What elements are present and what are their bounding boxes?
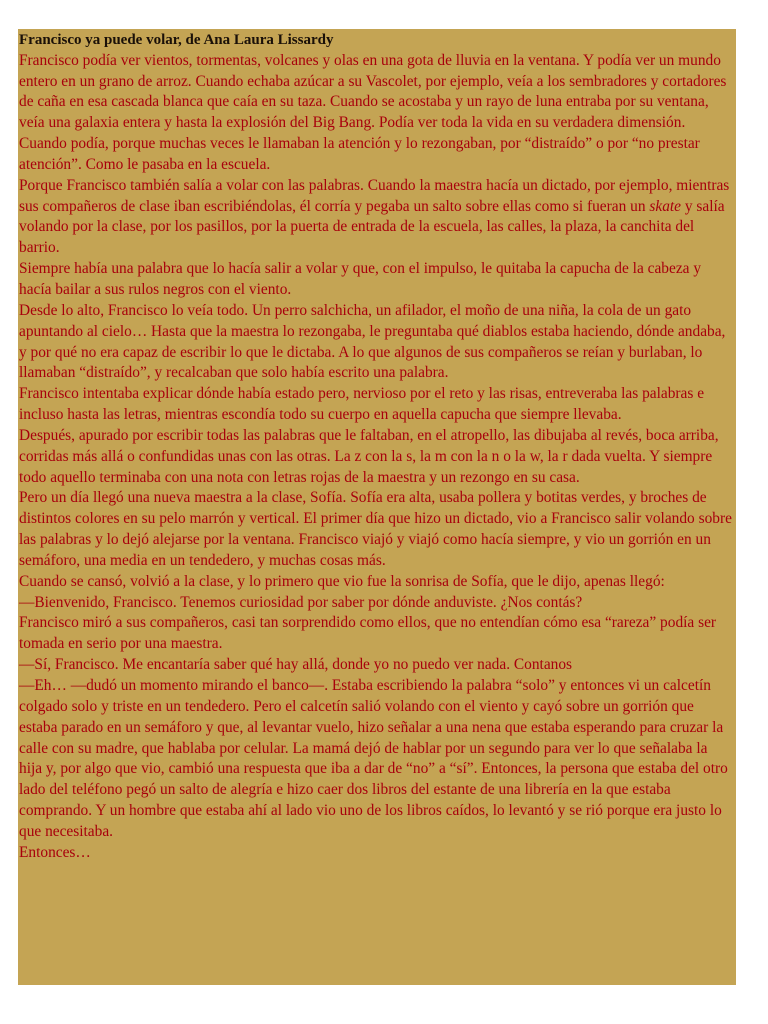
paragraph-9 [19,572,734,593]
paragraph-13 [19,676,734,843]
paragraph-8 [19,488,734,571]
paragraph-text: Francisco miró a sus compañeros, casi tan sorprendido como ellos, que no entendían cómo esa “rareza” podía ser tomada en serio por una maestra. [19,614,717,653]
paragraph-7 [19,426,734,489]
paragraph-text: Porque Francisco también salía a volar con las palabras. Cuando la maestra hacía un dictado, por ejemplo, mientras sus compañeros de clase iban escribiéndolas, él corría y pegaba un salto sobre ellas como si fueran un [19,176,730,215]
paragraph-text: Francisco podía ver vientos, tormentas, volcanes y olas en una gota de lluvia en la ventana. Y podía ver un mundo entero en un grano de arroz. Cuando echaba azúcar a su Vascolet, por ejemplo, veía a los sembradores y cortadores de caña en esa cascada blanca que caía en su taza. Cuando se acostaba y un rayo de luna entraba por su ventana, veía una galaxia entera y hasta la explosión del Big Bang. Podía ver toda la vida en su verdadera dimensión. [19,51,727,132]
paragraph-text: —Eh… —dudó un momento mirando el banco—. Estaba escribiendo la palabra “solo” y entonces vi un calcetín colgado solo y triste en un tendedero. Pero el calcetín salió volando con el viento y cayó sobre un gorrión que estaba parado en un semáforo y que, al levantar vuelo, hizo señalar a una nena que estaba esperando para cruzar la calle con su madre, que hablaba por celular. La mamá dejó de hablar por un segundo para ver lo que señalaba la hija y, por algo que vio, cambió una respuesta que iba a dar de “no” a “sí”. Entonces, la persona que estaba del otro lado del teléfono pegó un salto de alegría e hizo caer dos libros del estante de una librería en la que estaba comprando. Y un hombre que estaba ahí al lado vio uno de los libros caídos, lo levantó y se rió porque era justo lo que necesitaba. [19,677,728,840]
paragraph-10 [19,593,734,614]
document-page [18,29,736,985]
paragraph-11 [19,613,734,655]
paragraph-12 [19,655,734,676]
paragraph-text: Entonces… [19,843,91,861]
paragraph-text: Después, apurado por escribir todas las palabras que le faltaban, en el atropello, las dibujaba al revés, boca arriba, corridas más allá o confundidas unas con las otras. La z con la s, la m con la n o la w, la r dada vuelta. Y siempre todo aquello terminaba con una nota con letras rojas de la maestra y un rezongo en su casa. [19,426,719,486]
paragraph-text: Siempre había una palabra que lo hacía salir a volar y que, con el impulso, le quitaba la capucha de la cabeza y hacía bailar a sus rulos negros con el viento. [19,260,702,298]
document-title: Francisco ya puede volar, de Ana Laura Lissardy [19,32,334,48]
paragraph-text: Pero un día llegó una nueva maestra a la clase, Sofía. Sofía era alta, usaba pollera y botitas verdes, y broches de distintos colores en su pelo marrón y vertical. El primer día que hizo un dictado, vio a Francisco salir volando sobre las palabras y lo dejó alejarse por la ventana. Francisco viajó y viajó como hacía siempre, y vio un gorrión en un semáforo, una media en un tendedero, y muchas cosas más. [19,489,732,569]
paragraph-text: Desde lo alto, Francisco lo veía todo. Un perro salchicha, un afilador, el moño de una niña, la cola de un gato apuntando al cielo… Hasta que la maestra lo rezongaba, le preguntaba qué diablos estaba haciendo, dónde andaba, y por qué no era capaz de escribir lo que le dictaba. A lo que algunos de sus compañeros se reían y burlaban, lo llamaban “distraído”, y recalcaban que solo había escrito una palabra. [19,301,726,382]
paragraph-text: —Bienvenido, Francisco. Tenemos curiosidad por saber por dónde anduviste. ¿Nos contás? [19,593,583,611]
paragraph-6 [19,384,734,426]
paragraph-text: y salía volando por la clase, por los pasillos, por la puerta de entrada de la escuela, las calles, la plaza, la canchita del barrio. [19,197,725,257]
paragraph-text: Francisco intentaba explicar dónde había estado pero, nervioso por el reto y las risas, entreveraba las palabras e incluso hasta las letras, mientras escondía todo su cuerpo en aquella capucha que siempre llevaba. [19,385,705,424]
paragraph-text: Cuando se cansó, volvió a la clase, y lo primero que vio fue la sonrisa de Sofía, que le dijo, apenas llegó: [19,572,665,590]
paragraph-3 [19,176,734,259]
italic-word: skate [649,197,682,215]
paragraph-4 [19,259,734,301]
paragraph-text: —Sí, Francisco. Me encantaría saber qué hay allá, donde yo no puedo ver nada. Contanos [19,656,573,674]
paragraph-2 [19,134,734,176]
paragraph-1 [19,51,734,134]
paragraph-text: Cuando podía, porque muchas veces le llamaban la atención y lo rezongaban, por “distraído” o por “no prestar atención”. Como le pasaba en la escuela. [19,135,700,173]
paragraph-14 [19,843,734,864]
paragraph-5 [19,301,734,384]
